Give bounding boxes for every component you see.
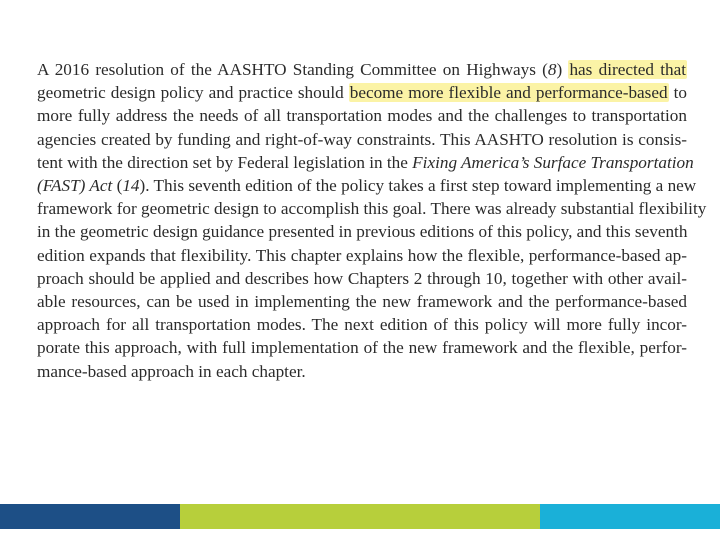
text-run: agencies created by funding and right-of-way constraints. This AASHTO resolution is consis- [37,129,687,149]
italic-text: 14 [122,176,140,196]
text-run: mance-based approach in each chapter. [37,361,306,381]
text-run: approach for all transportation modes. The next edition of this policy will more fully incor- [37,315,687,335]
text-line [37,290,687,313]
italic-text: (FAST) Act [37,176,113,196]
text-line [37,104,687,127]
text-line [37,360,687,383]
text-line [37,197,707,220]
text-line [37,174,697,197]
text-line [37,81,687,104]
text-run: more fully address the needs of all transportation modes and the challenges to transportation [37,106,687,126]
highlighted-text: become more flexible and performance-based [349,83,668,103]
text-line [37,336,687,359]
text-line [37,313,687,336]
text-run: able resources, can be used in implementing the new framework and the performance-based [37,292,687,312]
text-line [37,220,687,243]
highlighted-text: has directed that [569,60,686,79]
text-run: edition expands that flexibility. This chapter explains how the flexible, performance-based ap- [37,245,687,265]
text-run: ( [112,176,123,196]
text-line [37,244,687,267]
footer-color-bar [0,504,720,529]
text-run: ) [556,60,569,79]
text-run: porate this approach, with full implementation of the new framework and the flexible, perfor- [37,338,687,358]
italic-text: Fixing America’s Surface Transportation [412,152,694,172]
text-line [37,128,687,151]
text-line [37,58,687,81]
text-run: framework for geometric design to accomplish this goal. There was already substantial flexibility [37,199,707,219]
text-run: to [668,83,687,103]
body-paragraph [37,58,707,383]
italic-text: 8 [547,60,557,79]
text-run: geometric design policy and practice should [37,83,349,103]
footer-segment-navy [0,504,180,529]
text-run: A 2016 resolution of the AASHTO Standing Committee on Highways ( [37,60,548,79]
text-run: tent with the direction set by Federal legislation in the [37,152,413,172]
text-run: ). This seventh edition of the policy takes a first step toward implementing a new [139,176,697,196]
text-line [37,151,694,174]
footer-segment-cyan [540,504,720,529]
text-line [37,267,687,290]
text-run: in the geometric design guidance presented in previous editions of this policy, and this seventh [37,222,688,242]
footer-segment-green [180,504,540,529]
text-run: proach should be applied and describes how Chapters 2 through 10, together with other avail- [37,268,687,288]
